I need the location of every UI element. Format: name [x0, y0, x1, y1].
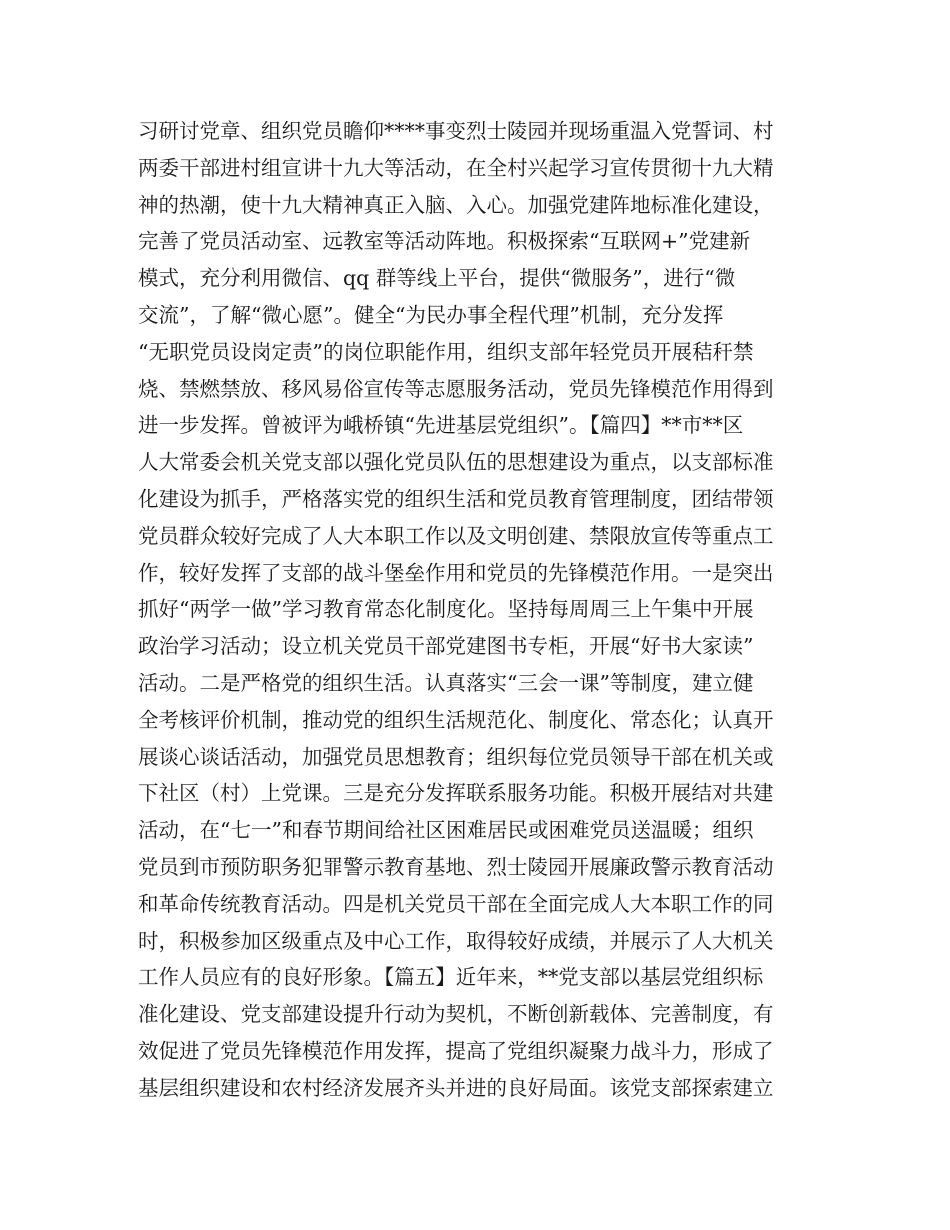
text-line-25: 准化建设、党支部建设提升行动为契机，不断创新载体、完善制度，有 — [138, 1002, 774, 1027]
text-line-19: 下社区（村）上党课。三是充分发挥联系服务功能。积极开展结对共建 — [138, 781, 774, 806]
body-text — [138, 113, 828, 1107]
text-line-10: 人大常委会机关党支部以强化党员队伍的思想建设为重点，以支部标准 — [138, 450, 774, 475]
text-line-3: 神的热潮，使十九大精神真正入脑、入心。加强党建阵地标准化建设， — [138, 192, 774, 217]
text-line-7: “无职党员设岗定责”的岗位职能作用，组织支部年轻党员开展秸秆禁 — [138, 339, 754, 364]
text-line-17: 全考核评价机制，推动党的组织生活规范化、制度化、常态化；认真开 — [138, 707, 774, 732]
text-line-27: 基层组织建设和农村经济发展齐头并进的良好局面。该党支部探索建立 — [138, 1075, 774, 1100]
text-line-6: 交流”，了解“微心愿”。健全“为民办事全程代理”机制，充分发挥 — [138, 302, 724, 327]
text-line-5: 模式，充分利用微信、qq 群等线上平台，提供“微服务”，进行“微 — [138, 266, 736, 291]
text-line-26: 效促进了党员先锋模范作用发挥，提高了党组织凝聚力战斗力，形成了 — [138, 1038, 774, 1063]
text-line-11: 化建设为抓手，严格落实党的组织生活和党员教育管理制度，团结带领 — [138, 486, 774, 511]
text-line-12: 党员群众较好完成了人大本职工作以及文明创建、禁限放宣传等重点工 — [138, 523, 774, 548]
text-line-8: 烧、禁燃禁放、移风易俗宣传等志愿服务活动，党员先锋模范作用得到 — [138, 376, 774, 401]
text-line-14: 抓好“两学一做”学习教育常态化制度化。坚持每周周三上午集中开展 — [138, 597, 754, 622]
text-line-13: 作，较好发挥了支部的战斗堡垒作用和党员的先锋模范作用。一是突出 — [138, 560, 774, 585]
text-line-4: 完善了党员活动室、远教室等活动阵地。积极探索“互联网+”党建新 — [138, 229, 751, 254]
text-line-23: 时，积极参加区级重点及中心工作，取得较好成绩，并展示了人大机关 — [138, 928, 774, 953]
text-line-24: 工作人员应有的良好形象。【篇五】近年来，**党支部以基层党组织标 — [138, 965, 764, 990]
text-line-21: 党员到市预防职务犯罪警示教育基地、烈士陵园开展廉政警示教育活动 — [138, 854, 774, 879]
text-line-9: 进一步发挥。曾被评为峨桥镇“先进基层党组织”。【篇四】**市**区 — [138, 413, 744, 438]
text-line-22: 和革命传统教育活动。四是机关党员干部在全面完成人大本职工作的同 — [138, 891, 774, 916]
text-line-20: 活动，在“七一”和春节期间给社区困难居民或困难党员送温暖；组织 — [138, 818, 754, 843]
text-line-2: 两委干部进村组宣讲十九大等活动，在全村兴起学习宣传贯彻十九大精 — [138, 155, 774, 180]
text-line-16: 活动。二是严格党的组织生活。认真落实“三会一课”等制度，建立健 — [138, 670, 754, 695]
text-line-18: 展谈心谈话活动，加强党员思想教育；组织每位党员领导干部在机关或 — [138, 744, 774, 769]
text-line-15: 政治学习活动；设立机关党员干部党建图书专柜，开展“好书大家读” — [138, 634, 754, 659]
text-line-1: 习研讨党章、组织党员瞻仰****事变烈士陵园并现场重温入党誓词、村 — [138, 119, 774, 143]
